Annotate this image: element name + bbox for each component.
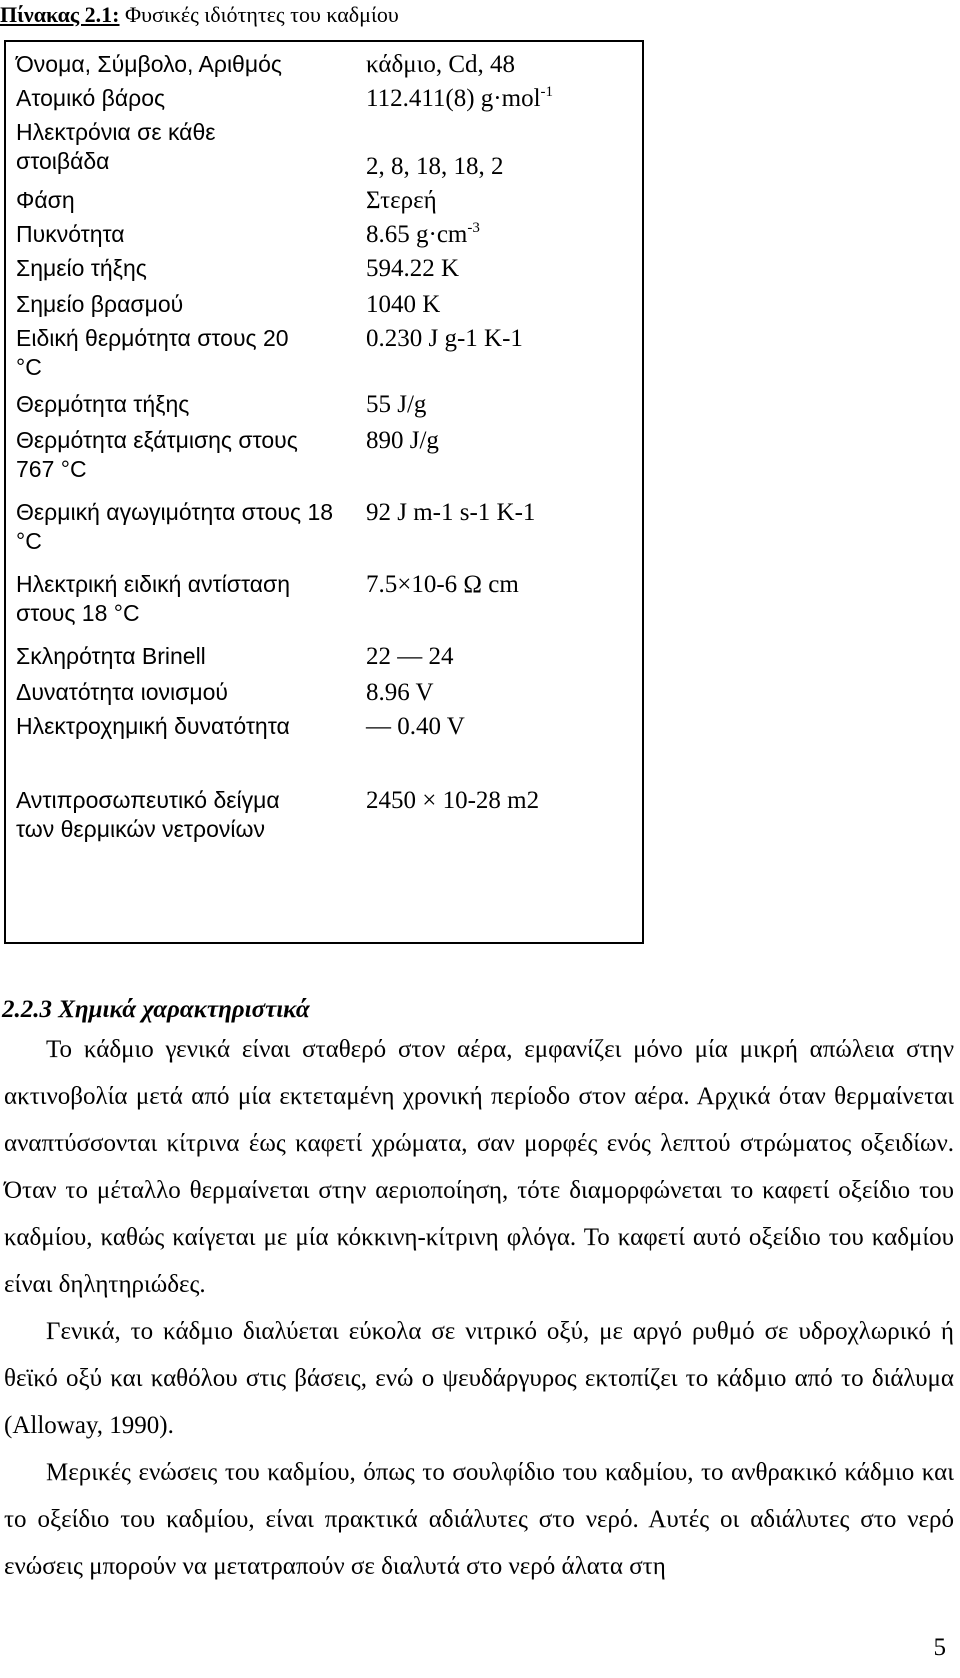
property-name: Ατομικό βάρος [16,85,166,111]
value-text: 8.65 g·cm [366,221,468,248]
property-value: Στερεή [366,187,437,214]
property-value: 0.230 J g-1 K-1 [366,325,523,352]
property-name: Δυνατότητα ιονισμού [16,679,228,705]
value-sup: -3 [467,220,480,236]
property-value [366,220,636,249]
property-name: Σημείο τήξης [16,255,147,281]
property-value: 7.5×10-6 Ω cm [366,571,519,598]
value-sup: -1 [540,84,554,100]
paragraph: Μερικές ενώσεις του καδμίου, όπως το σουλφίδιο του καδμίου, το ανθρακικό κάδμιο και το οξείδιο του καδμίου, είναι πρακτικά αδιάλυτες στο νερό. Αυτές οι αδιάλυτες στο νερό ενώσεις μπορούν να μετατραπούν σε διαλυτά στο νερό άλατα στη [4,1459,954,1580]
property-name: Ηλεκτρική ειδική αντίσταση στους 18 °C [16,571,291,626]
table-caption-text: Φυσικές ιδιότητες του καδμίου [125,2,399,27]
property-value: 2, 8, 18, 18, 2 [366,153,504,180]
paragraph: Το κάδμιο γενικά είναι σταθερό στον αέρα, εμφανίζει μόνο μία μικρή απώλεια στην ακτινοβολία μετά από μία εκτεταμένη χρονική περίοδο στον αέρα. Αρχικά όταν θερμαίνεται αναπτύσσονται κίτρινα έως καφετί χρώματα, σαν μορφές ενός λεπτού στρώματος οξειδίων. Όταν το μέταλλο θερμαίνεται στην αεριοποίηση, τότε διαμορφώνεται το καφετί οξείδιο του καδμίου, καθώς καίγεται με μία κόκκινη-κίτρινη φλόγα. Το καφετί αυτό οξείδιο του καδμίου είναι δηλητηριώδες. [4,1036,954,1298]
property-value: 22 — 24 [366,643,454,670]
property-name: Φάση [16,187,75,213]
property-value: 8.96 V [366,679,434,706]
property-name: Θερμική αγωγιμότητα στους 18 °C [16,499,334,554]
property-name: Όνομα, Σύμβολο, Αριθμός [16,51,282,77]
property-name: Ηλεκτροχημική δυνατότητα [16,713,290,739]
property-name: Αντιπροσωπευτικό δείγμα των θερμικών νετρονίων [16,787,280,842]
property-value: — 0.40 V [366,713,465,740]
section-heading: 2.2.3 Χημικά χαρακτηριστικά [2,996,310,1023]
property-value: 55 J/g [366,391,427,418]
property-value [366,84,636,113]
property-value: κάδμιο, Cd, 48 [366,51,516,78]
property-name: Πυκνότητα [16,221,125,247]
property-name: Σκληρότητα Brinell [16,643,206,669]
properties-table [4,40,644,944]
property-value: 92 J m-1 s-1 K-1 [366,499,536,526]
property-value: 594.22 K [366,255,460,282]
table-caption [0,0,399,30]
table-caption-label: Πίνακας 2.1: [0,2,120,27]
property-value: 2450 × 10-28 m2 [366,787,540,814]
property-name: Θερμότητα εξάτμισης στους 767 °C [16,427,298,482]
property-name: Θερμότητα τήξης [16,391,190,417]
value-text: 112.411(8) g·mol [366,85,541,112]
property-value: 1040 K [366,291,441,318]
property-name: Σημείο βρασμού [16,291,184,317]
page-number: 5 [933,1634,946,1661]
property-value: 890 J/g [366,427,439,454]
property-name: Ειδική θερμότητα στους 20 °C [16,325,289,380]
paragraph: Γενικά, το κάδμιο διαλύεται εύκολα σε νιτρικό οξύ, με αργό ρυθμό σε υδροχλωρικό ή θεϊκό οξύ και καθόλου στις βάσεις, ενώ ο ψευδάργυρος εκτοπίζει το κάδμιο από το διάλυμα (Alloway, 1990). [4,1318,954,1439]
property-name: Ηλεκτρόνια σε κάθε στοιβάδα [16,119,216,174]
